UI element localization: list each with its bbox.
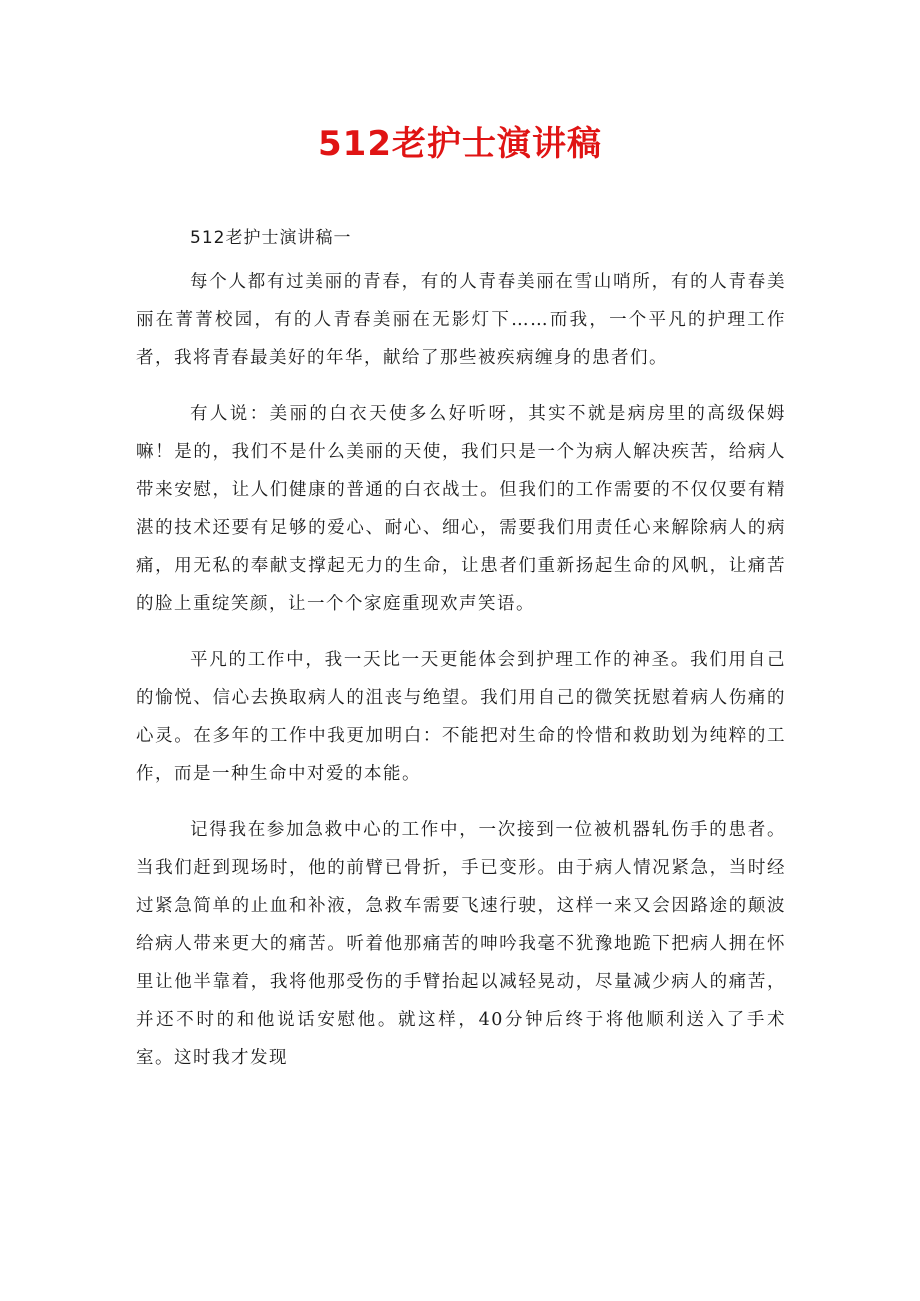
document-body bbox=[136, 223, 786, 1095]
paragraph-4: 记得我在参加急救中心的工作中，一次接到一位被机器轧伤手的患者。当我们赶到现场时，他的前臂已骨折，手已变形。由于病人情况紧急，当时经过紧急简单的止血和补液，急救车需要飞速行驶，这样一来又会因路途的颠波给病人带来更大的痛苦。听着他那痛苦的呻吟我毫不犹豫地跪下把病人拥在怀里让他半靠着，我将他那受伤的手臂抬起以减轻晃动，尽量减少病人的痛苦，并还不时的和他说话安慰他。就这样，40分钟后终于将他顺利送入了手术室。这时我才发现 bbox=[136, 820, 786, 1068]
paragraph-3: 平凡的工作中，我一天比一天更能体会到护理工作的神圣。我们用自己的愉悦、信心去换取病人的沮丧与绝望。我们用自己的微笑抚慰着病人伤痛的心灵。在多年的工作中我更加明白：不能把对生命的怜惜和救助划为纯粹的工作，而是一种生命中对爱的本能。 bbox=[136, 650, 786, 784]
section-heading: 512老护士演讲稿一 bbox=[190, 228, 352, 248]
document-title: 512老护士演讲稿 bbox=[318, 124, 602, 164]
paragraph-2: 有人说：美丽的白衣天使多么好听呀，其实不就是病房里的高级保姆嘛！是的，我们不是什么美丽的天使，我们只是一个为病人解决疾苦，给病人带来安慰，让人们健康的普通的白衣战士。但我们的工作需要的不仅仅要有精湛的技术还要有足够的爱心、耐心、细心，需要我们用责任心来解除病人的病痛，用无私的奉献支撑起无力的生命，让患者们重新扬起生命的风帆，让痛苦的脸上重绽笑颜，让一个个家庭重现欢声笑语。 bbox=[136, 404, 786, 614]
paragraph-1: 每个人都有过美丽的青春，有的人青春美丽在雪山哨所，有的人青春美丽在菁菁校园，有的人青春美丽在无影灯下……而我，一个平凡的护理工作者，我将青春最美好的年华，献给了那些被疾病缠身的患者们。 bbox=[136, 272, 786, 368]
